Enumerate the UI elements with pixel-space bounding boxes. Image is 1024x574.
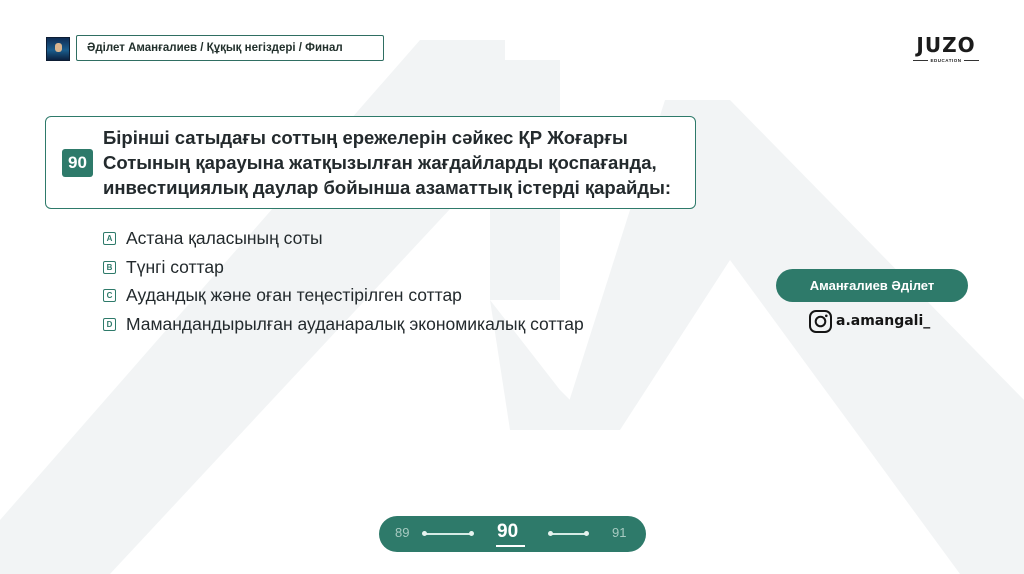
answer-option-d[interactable] [103, 313, 584, 335]
answer-option-b[interactable] [103, 256, 224, 278]
option-letter-a: A [103, 232, 116, 245]
pager-dot [548, 531, 553, 536]
breadcrumb [76, 35, 384, 61]
pager-current-underline [496, 545, 525, 547]
pager-prev-page[interactable]: 89 [395, 525, 410, 540]
logo-subtitle: EDUCATION [913, 58, 979, 63]
pager-connector-left [424, 533, 472, 535]
instagram-icon [808, 309, 833, 334]
answer-option-c[interactable] [103, 284, 462, 306]
instagram-link[interactable] [808, 308, 930, 334]
slide-pager [379, 516, 646, 552]
option-text-a: Астана қаласының соты [126, 227, 323, 248]
pager-next-page[interactable]: 91 [612, 525, 627, 540]
juzo-logo [913, 34, 979, 63]
logo-wordmark: JUZO [916, 33, 976, 57]
presenter-thumbnail [46, 37, 70, 61]
option-text-b: Түнгі соттар [126, 256, 224, 277]
question-number-badge: 90 [62, 149, 93, 177]
pager-dot [469, 531, 474, 536]
option-letter-c: C [103, 289, 116, 302]
pager-dot [584, 531, 589, 536]
question-text-line-2: Сотының қарауына жатқызылған жағдайларды қоспағанда, [103, 152, 657, 173]
answer-option-a[interactable] [103, 227, 323, 249]
option-letter-b: B [103, 261, 116, 274]
pager-connector-right [550, 533, 586, 535]
pager-dot [422, 531, 427, 536]
pager-current-page: 90 [497, 521, 519, 542]
option-text-c: Аудандық және оған теңестірілген соттар [126, 284, 462, 305]
option-letter-d: D [103, 318, 116, 331]
breadcrumb-text: Әділет Аманғалиев / Құқық негіздері / Финал [87, 42, 343, 54]
instagram-handle: a.amangali_ [836, 313, 931, 329]
option-text-d: Мамандандырылған ауданаралық экономикалық соттар [126, 313, 584, 334]
question-text-line-1: Бірінші сатыдағы соттың ережелерін сәйкес ҚР Жоғарғы [103, 127, 628, 148]
author-name: Аманғалиев Әділет [809, 278, 935, 293]
question-text-line-3: инвестициялық даулар бойынша азаматтық істерді қарайды: [103, 177, 672, 198]
author-name-badge [776, 269, 968, 302]
